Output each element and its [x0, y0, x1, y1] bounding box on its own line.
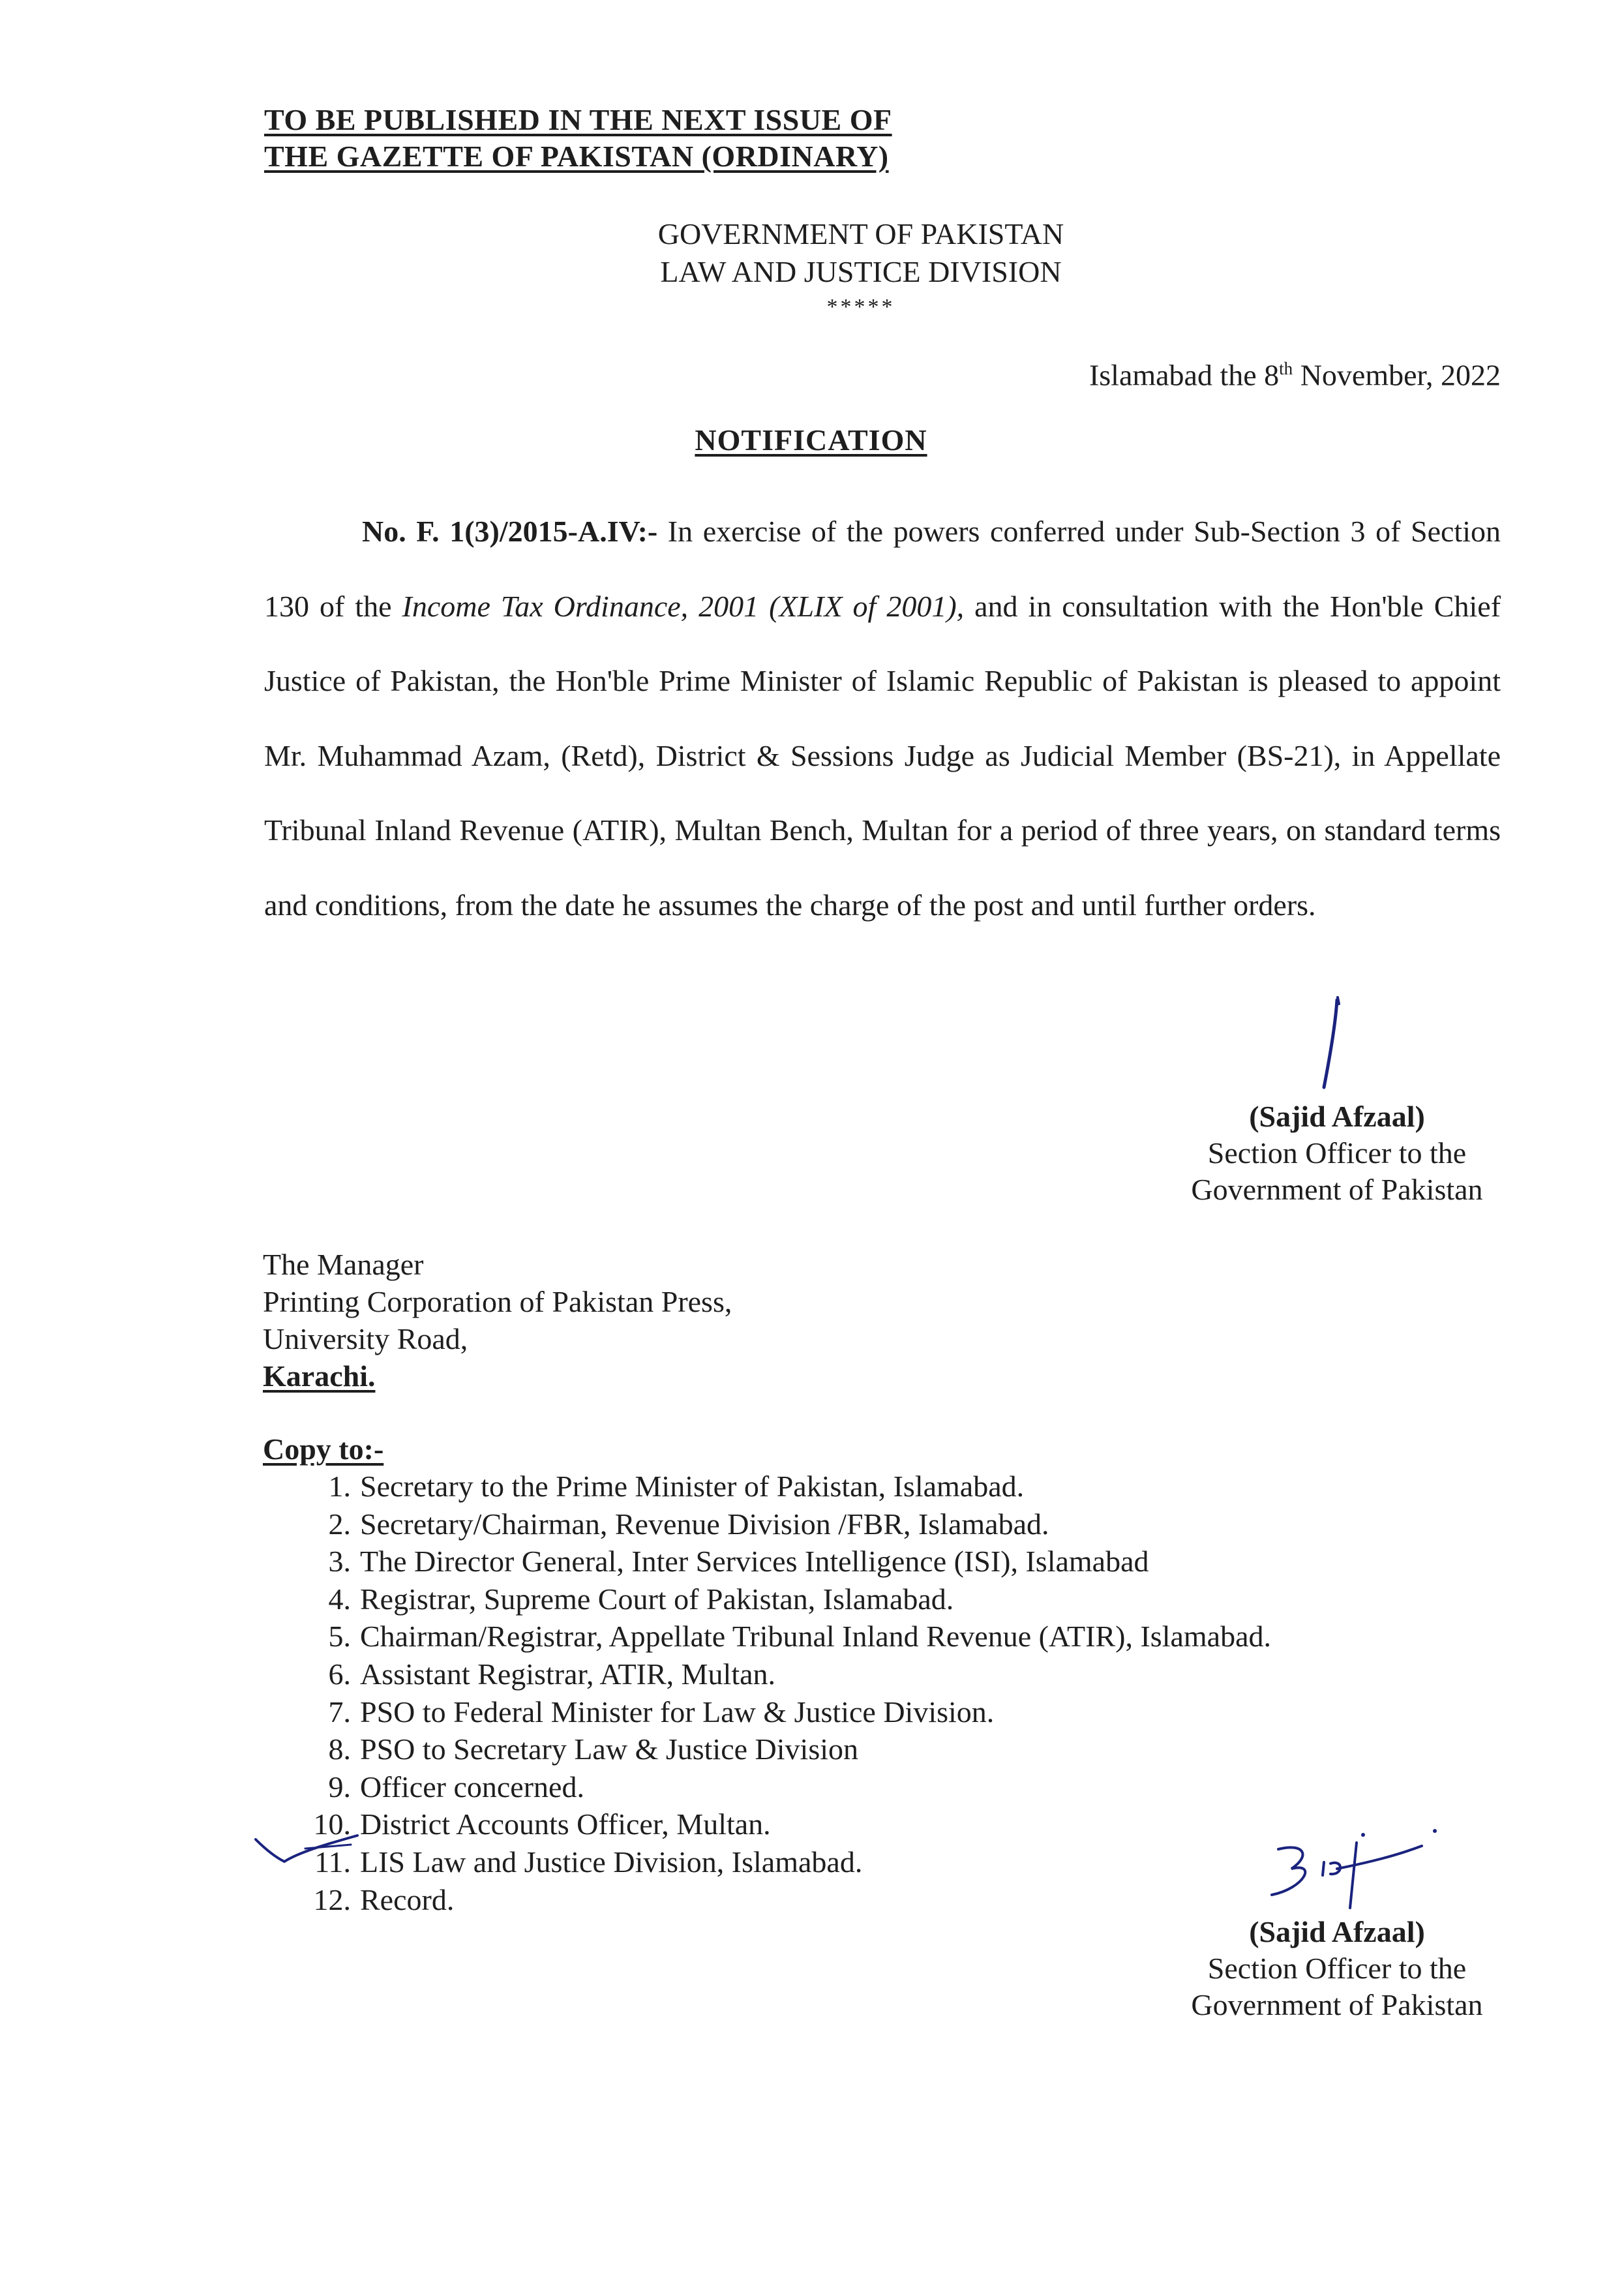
signatory-designation-2: Government of Pakistan: [1191, 1173, 1483, 1206]
reference-number: No. F. 1(3)/2015-A.IV:-: [362, 515, 658, 548]
list-item: 6. Assistant Registrar, ATIR, Multan.: [328, 1657, 776, 1691]
list-item: 5. Chairman/Registrar, Appellate Tribunal Inland Revenue (ATIR), Islamabad.: [328, 1620, 1272, 1654]
date-suffix: November, 2022: [1293, 358, 1501, 392]
copy-to-list: [287, 1468, 1271, 1918]
list-item: 10. District Accounts Officer, Multan.: [313, 1807, 771, 1841]
body-text-part-1: In exercise of the powers conferred under Sub-Section 3 of Section 130 of the: [264, 515, 1501, 623]
signatory-designation-1: Section Officer to the: [1207, 1952, 1467, 1985]
list-item: 2. Secretary/Chairman, Revenue Division /FBR, Islamabad.: [328, 1507, 1049, 1541]
signatory-designation-1: Section Officer to the: [1207, 1136, 1467, 1170]
signatory-designation-2: Government of Pakistan: [1191, 1988, 1483, 2021]
addressee-block: [263, 1246, 732, 1395]
government-heading: [613, 215, 1109, 291]
addressee-city: Karachi.: [263, 1359, 376, 1393]
gazette-line-1: TO BE PUBLISHED IN THE NEXT ISSUE OF: [264, 103, 892, 136]
list-item: 11. LIS Law and Justice Division, Islamabad.: [314, 1845, 863, 1879]
list-item: 1. Secretary to the Prime Minister of Pakistan, Islamabad.: [328, 1470, 1025, 1503]
list-item: 7. PSO to Federal Minister for Law & Justice Division.: [328, 1695, 995, 1729]
addressee-line-2: Printing Corporation of Pakistan Press,: [263, 1285, 732, 1318]
gazette-heading: [264, 102, 892, 175]
gazette-line-2: THE GAZETTE OF PAKISTAN (ORDINARY): [264, 140, 889, 173]
notification-title: NOTIFICATION: [695, 423, 927, 457]
signatory-block-2: [1148, 1914, 1526, 2023]
signatory-name: (Sajid Afzaal): [1249, 1915, 1425, 1948]
divider-stars: *****: [826, 295, 895, 319]
signature-scribble: [1265, 1823, 1461, 1914]
body-text-part-2: and in consultation with the Hon'ble Chief Justice of Pakistan, the Hon'ble Prime Minister of Islamic Republic of Pakistan is pleased to appoint Mr. Muhammad Azam, (Retd), District & Sessions Judge as Judicial Member (BS-21), in Appellate Tribunal Inland Revenue (ATIR), Multan Bench, Multan for a period of three years, on standard terms and conditions, from the date he assumes the charge of the post and until further orders.: [264, 589, 1501, 922]
govt-line-1: GOVERNMENT OF PAKISTAN: [657, 217, 1064, 250]
law-name: Income Tax Ordinance, 2001 (XLIX of 2001),: [402, 589, 965, 623]
list-item: 4. Registrar, Supreme Court of Pakistan, Islamabad.: [328, 1582, 954, 1616]
list-item: 9. Officer concerned.: [328, 1770, 584, 1804]
handwritten-tick-mark: [253, 1826, 364, 1872]
copy-to-title: Copy to:-: [263, 1432, 384, 1466]
list-item: 3. The Director General, Inter Services Intelligence (ISI), Islamabad: [328, 1545, 1149, 1578]
list-item: 8. PSO to Secretary Law & Justice Division: [328, 1732, 859, 1766]
list-item: 12. Record.: [313, 1882, 455, 1916]
signatory-name: (Sajid Afzaal): [1249, 1100, 1425, 1133]
govt-line-2: LAW AND JUSTICE DIVISION: [660, 255, 1062, 288]
addressee-line-1: The Manager: [263, 1248, 424, 1281]
date-superscript: th: [1279, 359, 1293, 378]
date-line: [1089, 349, 1501, 395]
signature-mark: [1298, 995, 1357, 1093]
notification-body: [264, 494, 1501, 943]
signatory-block: [1148, 1098, 1526, 1208]
date-prefix: Islamabad the 8: [1089, 358, 1280, 392]
addressee-line-3: University Road,: [263, 1322, 468, 1355]
